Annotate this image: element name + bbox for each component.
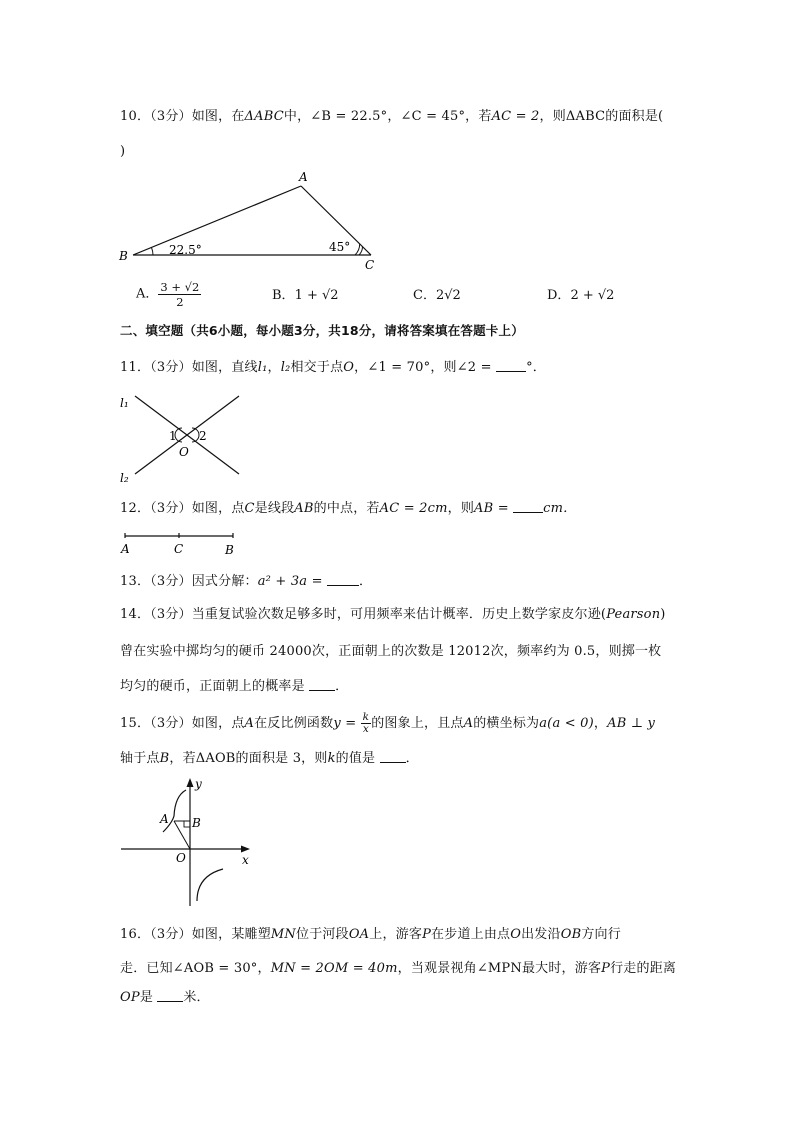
q10-label-c: C bbox=[365, 258, 375, 270]
q15-fraction: $\frac{k}{x}$ bbox=[362, 711, 370, 735]
q10-label-b: B bbox=[119, 249, 128, 263]
q10-stem: 10．（3分）如图，在ΔABC中，∠B = 22.5°，∠C = 45°，若AC = 2，则ΔABC的面积是( bbox=[120, 109, 664, 124]
q10-angle-b: 22.5° bbox=[169, 243, 202, 257]
q10-angle-c: 45° bbox=[329, 240, 351, 254]
q11-stem: 11．（3分）如图，直线l₁，l₂相交于点O，∠1 = 70°，则∠2 = °． bbox=[120, 360, 546, 375]
q12-stem: 12．（3分）如图，点C是线段AB的中点，若AC = 2cm，则AB = cm． bbox=[120, 501, 577, 516]
q15-label-b: B bbox=[192, 816, 201, 830]
q11-answer-blank[interactable] bbox=[496, 358, 526, 372]
q14-line-1: 14．（3分）当重复试验次数足够多时，可用频率来估计概率．历史上数学家皮尔逊(Pearson) bbox=[120, 607, 666, 622]
q14-line-3: 均匀的硬币，正面朝上的概率是 ． bbox=[120, 679, 349, 694]
q15-line-2: 轴于点B，若ΔAOB的面积是 3，则k的值是 ． bbox=[120, 751, 419, 766]
q13-answer-blank[interactable] bbox=[327, 572, 359, 586]
q10-option-a[interactable]: A． $\frac{3 + √2}{2}$ bbox=[136, 280, 200, 309]
q12-label-c: C bbox=[174, 542, 184, 556]
q16-line-3: OP是 米． bbox=[120, 990, 210, 1005]
q15-label-y: y bbox=[195, 777, 202, 791]
q10-option-d[interactable]: D．2 + √2 bbox=[547, 288, 615, 303]
q12-answer-blank[interactable] bbox=[513, 499, 543, 513]
q15-answer-blank[interactable] bbox=[380, 749, 406, 763]
q11-intersecting-lines-figure bbox=[115, 388, 250, 488]
q14-answer-blank[interactable] bbox=[309, 677, 335, 691]
q11-angle-2: 2 bbox=[199, 429, 207, 443]
q12-label-b: B bbox=[225, 543, 234, 557]
q10-option-b[interactable]: B．1 + √2 bbox=[272, 288, 339, 303]
q16-line-2: 走．已知∠AOB = 30°，MN = 2OM = 40m，当观景视角∠MPN最大时，游客P行走的距离 bbox=[120, 961, 677, 976]
q14-line-2: 曾在实验中掷均匀的硬币 24000次，正面朝上的次数是 12012次，频率约为 0.5，则掷一枚 bbox=[120, 644, 662, 659]
q16-line-1: 16．（3分）如图，某雕塑MN位于河段OA上，游客P在步道上由点O出发沿OB方向行 bbox=[120, 927, 621, 942]
q10-triangle-figure bbox=[115, 168, 385, 270]
q10-option-a-fraction: $\frac{3 + √2}{2}$ bbox=[160, 280, 200, 309]
q11-angle-1: 1 bbox=[169, 429, 177, 443]
q10-label-a: A bbox=[299, 170, 308, 184]
q10-close-paren: ) bbox=[120, 144, 126, 159]
q11-label-o: O bbox=[179, 445, 189, 459]
q15-label-a: A bbox=[160, 812, 169, 826]
q15-label-o: O bbox=[176, 851, 186, 865]
q12-label-a: A bbox=[121, 542, 130, 556]
q12-segment-figure bbox=[115, 528, 245, 560]
q15-line-1: 15．（3分）如图，点A在反比例函数y = $\frac{k}{x}$ 的图象上，且点A的横坐标为a(a < 0)，AB ⊥ y bbox=[120, 711, 656, 735]
section-2-heading: 二、填空题（共6小题，每小题3分，共18分，请将答案填在答题卡上） bbox=[120, 323, 524, 338]
q10-number: 10． bbox=[120, 109, 151, 124]
q11-label-l2: l₂ bbox=[120, 471, 129, 485]
q13-stem: 13．（3分）因式分解：a² + 3a = ． bbox=[120, 574, 373, 589]
q15-label-x: x bbox=[242, 853, 249, 867]
q15-hyperbola-figure bbox=[115, 776, 260, 911]
q10-score: （3分） bbox=[150, 109, 192, 124]
q16-answer-blank[interactable] bbox=[157, 988, 183, 1002]
q10-option-c[interactable]: C．2√2 bbox=[413, 288, 461, 303]
q11-label-l1: l₁ bbox=[120, 396, 129, 410]
